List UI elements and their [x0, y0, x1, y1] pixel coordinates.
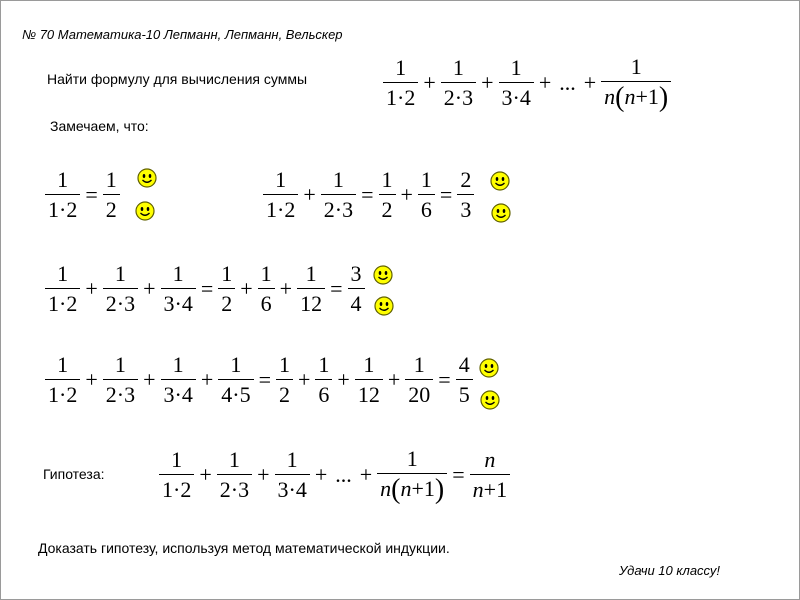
prove-text: Доказать гипотезу, используя метод математической индукции.	[38, 540, 450, 556]
equation-1: $\frac{1}{1\cdot 2}$ = $\frac{1}{2}$	[44, 167, 121, 223]
header-title: № 70 Математика-10 Лепманн, Лепманн, Вельскер	[22, 27, 343, 42]
smiley-icon	[374, 296, 394, 316]
hypothesis-formula: $\frac{1}{1\cdot 2}$ + $\frac{1}{2\cdot 3}$ + $\frac{1}{3\cdot 4}$ + ... + $\frac{1}{n(n+1)}$ = $\frac{n}{n+1}$	[158, 446, 511, 503]
fraction-1-12: $\frac{1}{1\cdot 2}$	[383, 55, 418, 111]
formula-sum: $\frac{1}{1\cdot 2}$ + $\frac{1}{2\cdot 3}$ + $\frac{1}{3\cdot 4}$ + ... + $\frac{1}{n(n+1)}$	[382, 54, 672, 111]
hypothesis-label: Гипотеза:	[43, 466, 105, 482]
smiley-icon	[137, 168, 157, 188]
task-text: Найти формулу для вычисления суммы	[47, 71, 308, 87]
fraction-1-34: $\frac{1}{3\cdot 4}$	[499, 55, 534, 111]
smiley-icon	[135, 201, 155, 221]
smiley-icon	[490, 171, 510, 191]
smiley-icon	[480, 390, 500, 410]
observe-text: Замечаем, что:	[50, 118, 149, 134]
footer-text: Удачи 10 классу!	[619, 563, 721, 578]
fraction-1-23: $\frac{1}{2\cdot 3}$	[441, 55, 476, 111]
equation-4: $\frac{1}{1\cdot 2}$ + $\frac{1}{2\cdot 3}$ + $\frac{1}{3\cdot 4}$ + $\frac{1}{4\cdot 5}$ = $\frac{1}{2}$ + $\frac{1}{6}$ + $\frac{1}{12}$ + $\frac{1}{20}$ = $\frac{4}{5}$	[44, 352, 474, 408]
equation-2: $\frac{1}{1\cdot 2}$ + $\frac{1}{2\cdot 3}$ = $\frac{1}{2}$ + $\frac{1}{6}$ = $\frac{2}{3}$	[262, 167, 475, 223]
smiley-icon	[491, 203, 511, 223]
smiley-icon	[373, 265, 393, 285]
smiley-icon	[479, 358, 499, 378]
equation-3: $\frac{1}{1\cdot 2}$ + $\frac{1}{2\cdot 3}$ + $\frac{1}{3\cdot 4}$ = $\frac{1}{2}$ + $\frac{1}{6}$ + $\frac{1}{12}$ = $\frac{3}{4}$	[44, 261, 366, 317]
fraction-1-nn1: $\frac{1}{n(n+1)}$	[601, 54, 671, 111]
